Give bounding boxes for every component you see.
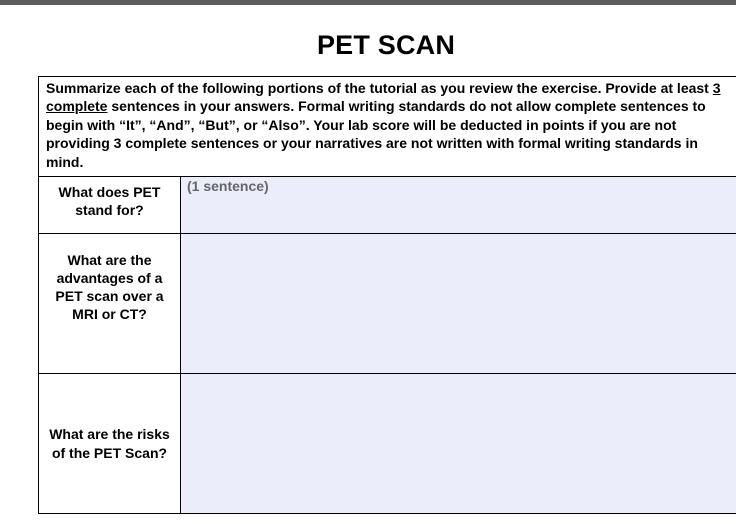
question-row bbox=[39, 177, 736, 234]
answer-field-risks[interactable] bbox=[181, 374, 736, 514]
instructions-text bbox=[39, 77, 736, 177]
question-row bbox=[39, 374, 736, 514]
instructions-part1: Summarize each of the following portions of the tutorial as you review the exercise. Provide at least bbox=[46, 80, 713, 96]
page-title: PET SCAN bbox=[316, 30, 456, 60]
question-label-risks: What are the risks of the PET Scan? bbox=[39, 374, 181, 514]
question-row bbox=[39, 234, 736, 374]
answer-hint: (1 sentence) bbox=[187, 178, 269, 194]
answer-field-advantages[interactable] bbox=[181, 234, 736, 374]
question-label-pet-meaning: What does PET stand for? bbox=[39, 177, 181, 234]
instructions-part2: sentences in your answers. Formal writing standards do not allow complete sentences to begin with “It”, “And”, “But”, or “Also”. Your lab score will be deducted in points if you are not providing 3 complete sentences or your narratives are not written with formal writing standards in mind. bbox=[46, 98, 706, 170]
instructions-underlined: 3 complete bbox=[46, 80, 721, 115]
worksheet-table bbox=[38, 76, 736, 514]
answer-field-pet-meaning[interactable] bbox=[181, 177, 736, 234]
question-label-advantages: What are the advantages of a PET scan over a MRI or CT? bbox=[39, 234, 181, 374]
instructions-row bbox=[39, 77, 736, 177]
top-bar bbox=[0, 0, 736, 5]
